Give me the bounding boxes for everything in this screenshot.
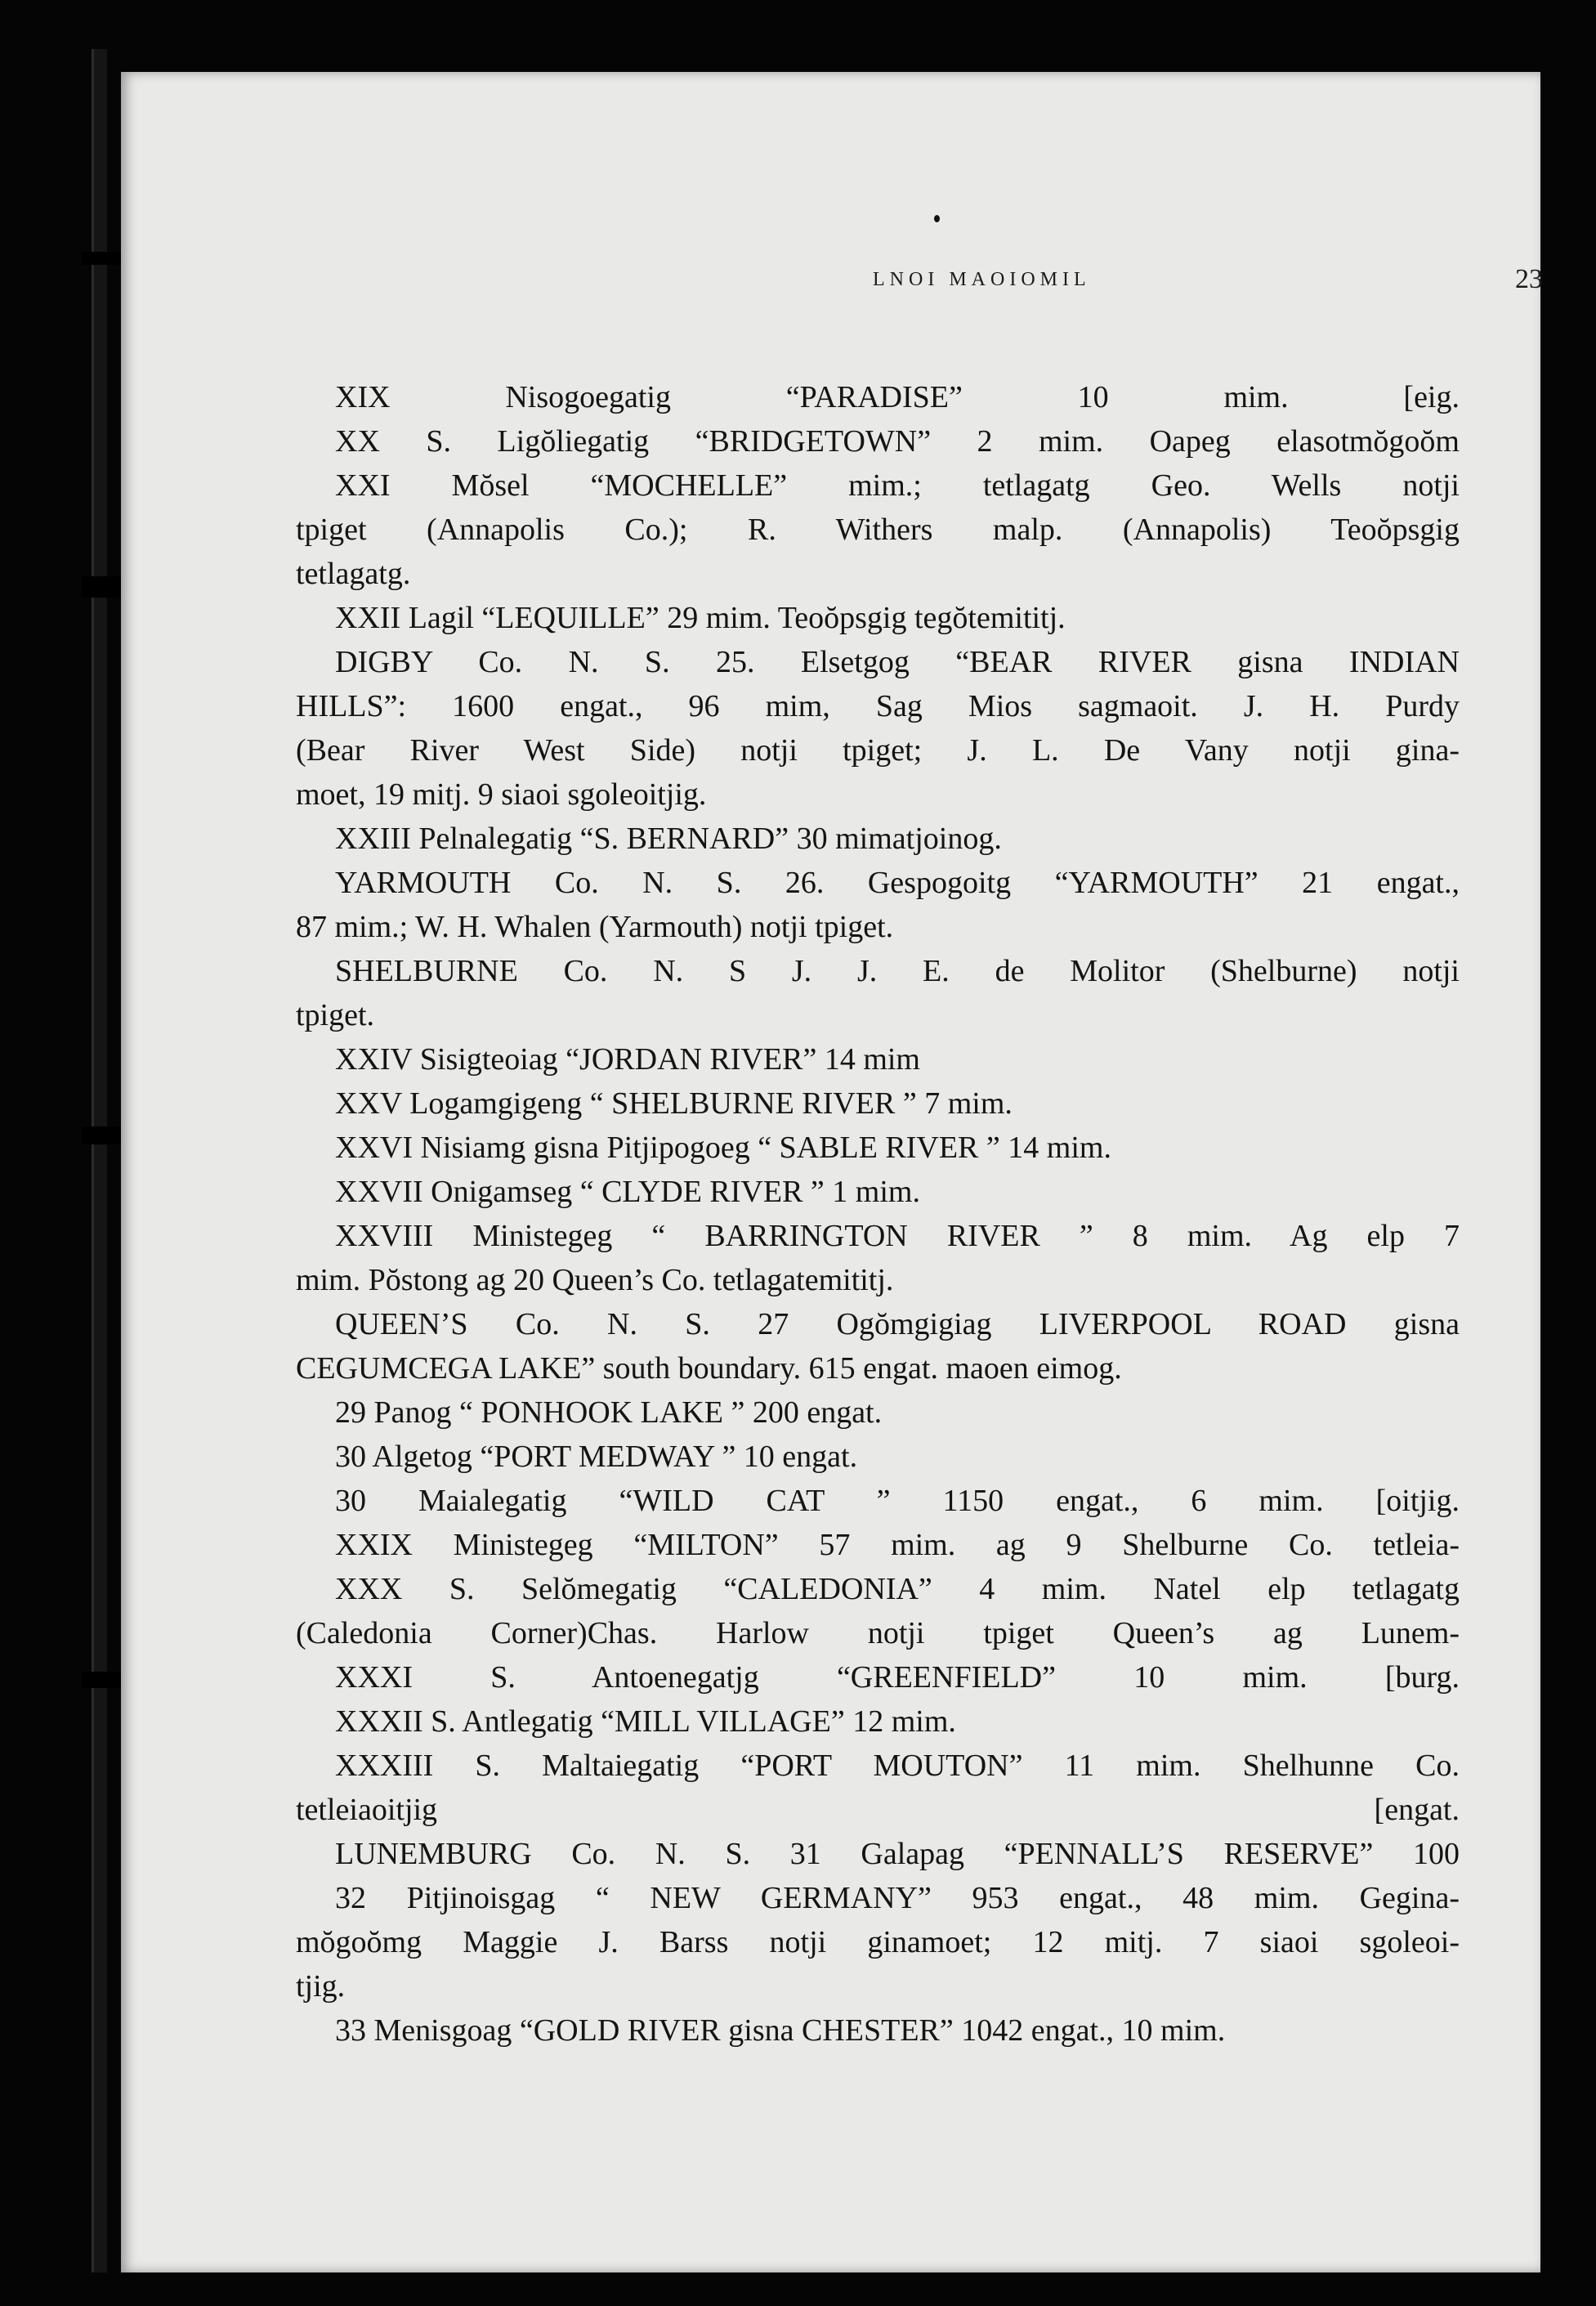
text-line: tpiget. xyxy=(296,998,375,1032)
text-line: moet, 19 mitj. 9 siaoi sgoleoitjig. xyxy=(296,777,707,812)
page-number: 23 xyxy=(1515,264,1543,294)
text-line: (Bear River West Side) notji tpiget; J. L. De Vany notji gina- xyxy=(296,733,1460,768)
text-line: XXII Lagil “LEQUILLE” 29 mim. Teoŏpsgig tegŏtemititj. xyxy=(335,601,1066,635)
text-line: HILLS”: 1600 engat., 96 mim, Sag Mios sagmaoit. J. H. Purdy xyxy=(296,689,1460,723)
ink-speck xyxy=(934,215,940,222)
text-line: XXIV Sisigteoiag “JORDAN RIVER” 14 mim xyxy=(335,1042,920,1077)
running-head xyxy=(244,264,1543,297)
text-line: tetlagatg. xyxy=(296,557,411,591)
text-line: SHELBURNE Co. N. S J. J. E. de Molitor (Shelburne) notji xyxy=(335,954,1460,988)
text-line: XX S. Ligŏliegatig “BRIDGETOWN” 2 mim. Oapeg elasotmŏgoŏm xyxy=(335,424,1460,459)
text-line: YARMOUTH Co. N. S. 26. Gespogoitg “YARMOUTH” 21 engat., xyxy=(335,866,1460,900)
text-line: QUEEN’S Co. N. S. 27 Ogŏmgigiag LIVERPOOL ROAD gisna xyxy=(335,1307,1460,1341)
binding-mark xyxy=(82,1126,123,1144)
text-line: 87 mim.; W. H. Whalen (Yarmouth) notji tpiget. xyxy=(296,910,894,944)
binding-mark xyxy=(82,1672,123,1688)
text-line: XXV Logamgigeng “ SHELBURNE RIVER ” 7 mim. xyxy=(335,1086,1013,1121)
text-line: XXX S. Selŏmegatig “CALEDONIA” 4 mim. Natel elp tetlagatg xyxy=(335,1572,1460,1606)
text-line: XXXII S. Antlegatig “MILL VILLAGE” 12 mim. xyxy=(335,1704,956,1739)
text-line: 29 Panog “ PONHOOK LAKE ” 200 engat. xyxy=(335,1395,883,1430)
text-line: XXVII Onigamseg “ CLYDE RIVER ” 1 mim. xyxy=(335,1175,920,1209)
text-line: mŏgoŏmg Maggie J. Barss notji ginamoet; 12 mitj. 7 siaoi sgoleoi- xyxy=(296,1925,1460,1959)
binding-mark xyxy=(82,252,123,265)
text-line: 32 Pitjinoisgag “ NEW GERMANY” 953 engat., 48 mim. Gegina- xyxy=(335,1881,1460,1915)
text-line: XXVIII Ministegeg “ BARRINGTON RIVER ” 8 mim. Ag elp 7 xyxy=(335,1219,1460,1253)
text-line: tjig. xyxy=(296,1969,346,2004)
text-line: CEGUMCEGA LAKE” south boundary. 615 engat. maoen eimog. xyxy=(296,1351,1122,1386)
text-line: 30 Algetog “PORT MEDWAY ” 10 engat. xyxy=(335,1440,858,1474)
text-line: XXXIII S. Maltaiegatig “PORT MOUTON” 11 mim. Shelhunne Co. xyxy=(335,1749,1460,1783)
body-text xyxy=(296,376,1460,2109)
text-line: XIX Nisogoegatig “PARADISE” 10 mim. [eig. xyxy=(335,380,1460,414)
running-head-title: LNOI MAOIOMIL xyxy=(873,269,1091,290)
text-line: XXIII Pelnalegatig “S. BERNARD” 30 mimatjoinog. xyxy=(335,822,1002,856)
text-line: XXI Mŏsel “MOCHELLE” mim.; tetlagatg Geo. Wells notji xyxy=(335,468,1460,503)
text-line: tetleiaoitjig [engat. xyxy=(296,1793,1460,1827)
text-line: XXIX Ministegeg “MILTON” 57 mim. ag 9 Shelburne Co. tetleia- xyxy=(335,1528,1460,1562)
text-line: XXXI S. Antoenegatjg “GREENFIELD” 10 mim. [burg. xyxy=(335,1660,1460,1695)
text-line: 30 Maialegatig “WILD CAT ” 1150 engat., 6 mim. [oitjig. xyxy=(335,1484,1460,1518)
text-line: XXVI Nisiamg gisna Pitjipogoeg “ SABLE RIVER ” 14 mim. xyxy=(335,1131,1111,1165)
text-line: 33 Menisgoag “GOLD RIVER gisna CHESTER” 1042 engat., 10 mim. xyxy=(335,2013,1226,2048)
text-line: LUNEMBURG Co. N. S. 31 Galapag “PENNALL’S RESERVE” 100 xyxy=(335,1837,1460,1871)
binding-mark xyxy=(82,576,123,598)
text-line: (Caledonia Corner)Chas. Harlow notji tpiget Queen’s ag Lunem- xyxy=(296,1616,1460,1650)
text-line: DIGBY Co. N. S. 25. Elsetgog “BEAR RIVER gisna INDIAN xyxy=(335,645,1460,679)
text-line: mim. Pŏstong ag 20 Queen’s Co. tetlagatemititj. xyxy=(296,1263,894,1297)
text-line: tpiget (Annapolis Co.); R. Withers malp. (Annapolis) Teoŏpsgig xyxy=(296,513,1460,547)
page-binding-edge xyxy=(92,49,107,2272)
